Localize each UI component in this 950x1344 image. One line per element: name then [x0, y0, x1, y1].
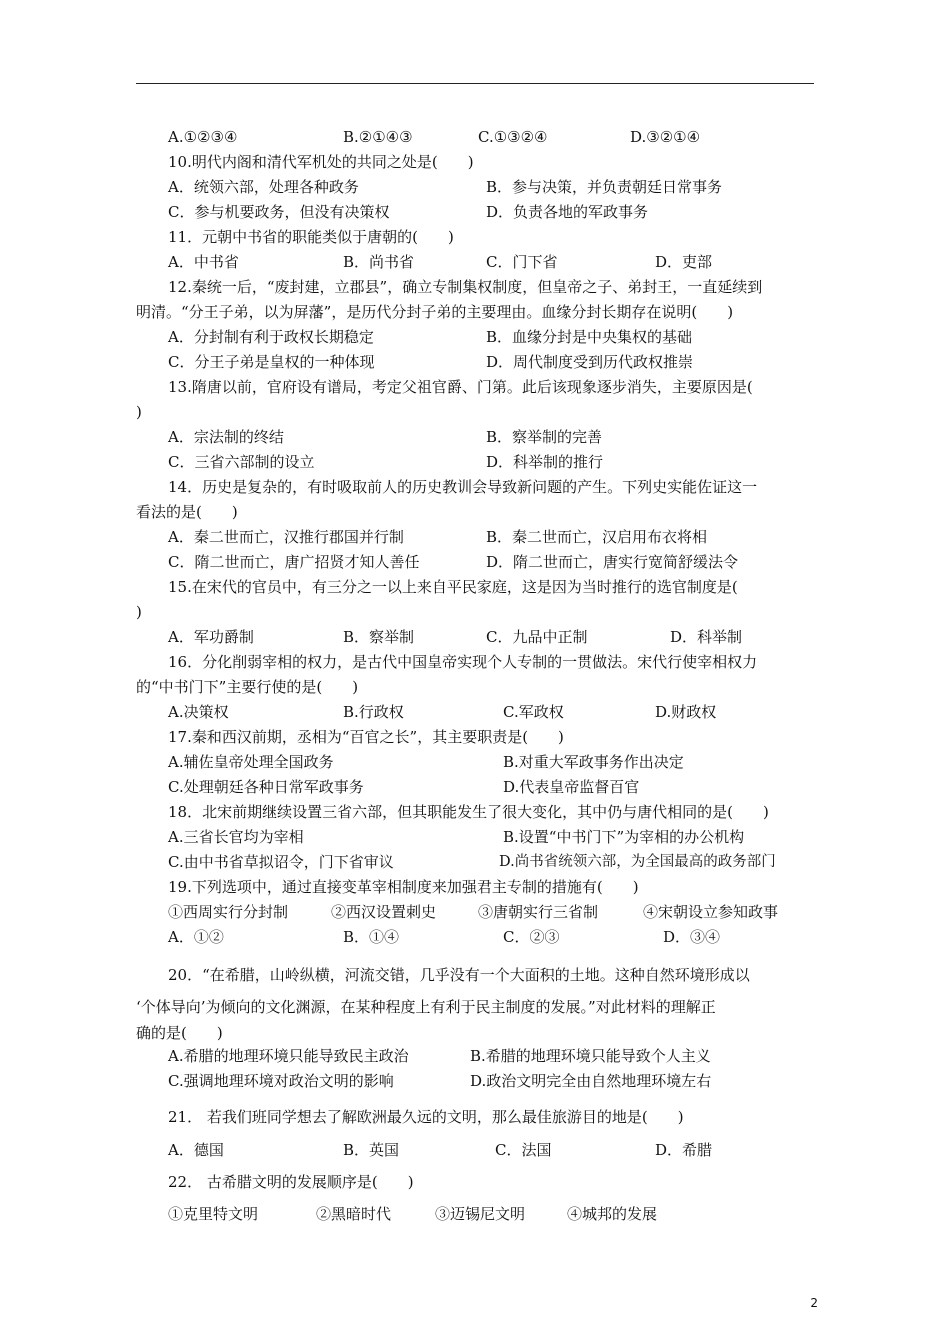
q9-option-c: C.①③②④ — [478, 128, 548, 146]
q13-option-d: D．科举制的推行 — [486, 453, 604, 471]
q9-option-d: D.③②①④ — [630, 128, 701, 146]
q19-item-3: ③唐朝实行三省制 — [478, 903, 599, 921]
q21-option-d: D．希腊 — [655, 1141, 713, 1159]
q18-option-a: A.三省长官均为宰相 — [168, 828, 304, 846]
q19-option-d: D．③④ — [663, 928, 721, 946]
q22-stem: 22． 古希腊文明的发展顺序是( ) — [168, 1173, 414, 1191]
q13-option-b: B．察举制的完善 — [486, 428, 603, 446]
q10-option-d: D．负责各地的军政事务 — [486, 203, 649, 221]
q15-stem-line1: 15.在宋代的官员中，有三分之一以上来自平民家庭，这是因为当时推行的选官制度是( — [168, 578, 738, 596]
q19-stem: 19.下列选项中，通过直接变革宰相制度来加强君主专制的措施有( ) — [168, 878, 639, 896]
header-rule — [136, 83, 814, 84]
q16-option-b: B.行政权 — [343, 703, 404, 721]
q21-option-c: C．法国 — [495, 1141, 552, 1159]
q15-option-b: B．察举制 — [343, 628, 415, 646]
q14-stem-line1: 14．历史是复杂的，有时吸取前人的历史教训会导致新问题的产生。下列史实能佐证这一 — [168, 478, 758, 496]
q17-option-d: D.代表皇帝监督百官 — [503, 778, 640, 796]
q19-option-b: B．①④ — [343, 928, 400, 946]
q17-option-c: C.处理朝廷各种日常军政事务 — [168, 778, 364, 796]
q12-option-b: B．血缘分封是中央集权的基础 — [486, 328, 693, 346]
q10-option-b: B．参与决策，并负责朝廷日常事务 — [486, 178, 723, 196]
q18-stem: 18．北宋前期继续设置三省六部，但其职能发生了很大变化，其中仍与唐代相同的是( ) — [168, 803, 769, 821]
q19-item-1: ①西周实行分封制 — [168, 903, 289, 921]
q17-option-a: A.辅佐皇帝处理全国政务 — [168, 753, 334, 771]
q20-stem-line1: 20．“在希腊，山岭纵横，河流交错，几乎没有一个大面积的土地。这种自然环境形成以 — [168, 966, 750, 984]
q16-option-a: A.决策权 — [168, 703, 229, 721]
q18-option-c: C.由中书省草拟诏令，门下省审议 — [168, 853, 394, 871]
q14-option-d: D．隋二世而亡，唐实行宽简舒缓法令 — [486, 553, 739, 571]
q16-option-d: D.财政权 — [655, 703, 717, 721]
q20-option-b: B.希腊的地理环境只能导致个人主义 — [470, 1047, 711, 1065]
q12-option-c: C．分王子弟是皇权的一种体现 — [168, 353, 375, 371]
q9-option-a: A.①②③④ — [168, 128, 238, 146]
q11-option-c: C．门下省 — [486, 253, 558, 271]
q21-option-b: B．英国 — [343, 1141, 400, 1159]
q20-stem-line3: 确的是( ) — [136, 1024, 223, 1042]
q12-option-d: D．周代制度受到历代政权推崇 — [486, 353, 694, 371]
q10-option-c: C．参与机要政务，但没有决策权 — [168, 203, 390, 221]
q11-stem: 11．元朝中书省的职能类似于唐朝的( ) — [168, 228, 454, 246]
q21-option-a: A．德国 — [168, 1141, 224, 1159]
q22-item-3: ③迈锡尼文明 — [435, 1205, 526, 1223]
q12-stem-line2: 明清。“分王子弟，以为屏藩”，是历代分封子弟的主要理由。血缘分封长期存在说明( ) — [136, 303, 734, 321]
q11-option-d: D．吏部 — [655, 253, 713, 271]
q21-stem: 21． 若我们班同学想去了解欧洲最久远的文明，那么最佳旅游目的地是( ) — [168, 1108, 684, 1126]
q15-stem-line2: ) — [136, 603, 142, 621]
q22-item-4: ④城邦的发展 — [567, 1205, 658, 1223]
q15-option-c: C．九品中正制 — [486, 628, 588, 646]
q19-option-a: A．①② — [168, 928, 224, 946]
q13-option-a: A．宗法制的终结 — [168, 428, 284, 446]
q15-option-d: D．科举制 — [670, 628, 743, 646]
q10-option-a: A．统领六部，处理各种政务 — [168, 178, 359, 196]
q19-item-2: ②西汉设置刺史 — [331, 903, 437, 921]
q18-option-b: B.设置“中书门下”为宰相的办公机构 — [503, 828, 745, 846]
q17-stem: 17.秦和西汉前期，丞相为“百官之长”，其主要职责是( ) — [168, 728, 564, 746]
q11-option-b: B．尚书省 — [343, 253, 415, 271]
q22-item-1: ①克里特文明 — [168, 1205, 259, 1223]
q16-stem-line1: 16．分化削弱宰相的权力，是古代中国皇帝实现个人专制的一贯做法。宋代行使宰相权力 — [168, 653, 758, 671]
q14-option-c: C．隋二世而亡，唐广招贤才知人善任 — [168, 553, 420, 571]
q10-stem: 10.明代内阁和清代军机处的共同之处是( ) — [168, 153, 474, 171]
q16-option-c: C.军政权 — [503, 703, 564, 721]
q15-option-a: A．军功爵制 — [168, 628, 254, 646]
q22-item-2: ②黑暗时代 — [316, 1205, 392, 1223]
q18-option-d: D.尚书省统领六部，为全国最高的政务部门 — [499, 854, 776, 870]
q14-stem-line2: 看法的是( ) — [136, 503, 238, 521]
q17-option-b: B.对重大军政事务作出决定 — [503, 753, 684, 771]
q19-option-c: C．②③ — [503, 928, 560, 946]
q14-option-a: A．秦二世而亡，汉推行郡国并行制 — [168, 528, 404, 546]
q12-stem-line1: 12.秦统一后，“废封建，立郡县”，确立专制集权制度，但皇帝之子、弟封王，一直延续到 — [168, 278, 763, 296]
q20-option-d: D.政治文明完全由自然地理环境左右 — [470, 1072, 712, 1090]
q19-item-4: ④宋朝设立参知政事 — [643, 903, 779, 921]
q13-stem-line1: 13.隋唐以前，官府设有谱局，考定父祖官爵、门第。此后该现象逐步消失，主要原因是( — [168, 378, 753, 396]
q20-option-c: C.强调地理环境对政治文明的影响 — [168, 1072, 394, 1090]
q9-option-b: B.②①④③ — [343, 128, 413, 146]
q11-option-a: A．中书省 — [168, 253, 239, 271]
q20-option-a: A.希腊的地理环境只能导致民主政治 — [168, 1047, 409, 1065]
q14-option-b: B．秦二世而亡，汉启用布衣将相 — [486, 528, 708, 546]
q13-option-c: C．三省六部制的设立 — [168, 453, 315, 471]
q13-stem-line2: ) — [136, 403, 142, 421]
q12-option-a: A．分封制有利于政权长期稳定 — [168, 328, 374, 346]
q16-stem-line2: 的“中书门下”主要行使的是( ) — [136, 678, 359, 696]
q20-stem-line2: ‘个体导向’为倾向的文化渊源，在某种程度上有利于民主制度的发展。”对此材料的理解正 — [136, 998, 716, 1016]
page-number: 2 — [810, 1296, 818, 1310]
